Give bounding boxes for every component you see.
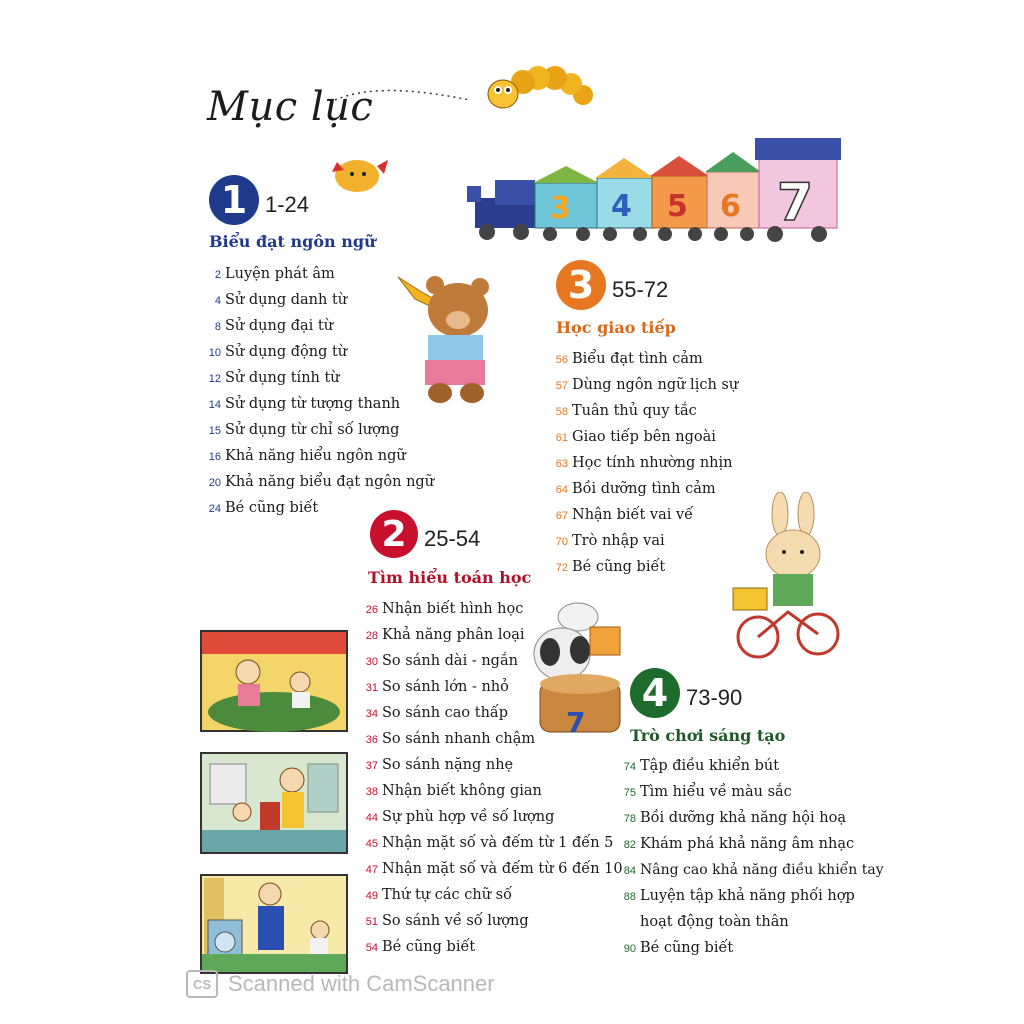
list-item: 84 Nâng cao khả năng điều khiển tay (623, 862, 884, 878)
list-item: 45 Nhận mặt số và đếm từ 1 đến 5 (365, 835, 614, 851)
camscanner-watermark (186, 970, 495, 998)
section-4-title: Trò chơi sáng tạo (630, 726, 786, 745)
list-item: 14 Sử dụng từ tượng thanh (208, 396, 401, 412)
list-item: 61 Giao tiếp bên ngoài (555, 429, 716, 445)
picture-panel-1 (200, 630, 348, 732)
train-number-5: 5 (667, 189, 688, 224)
train-number-6: 6 (720, 189, 741, 224)
section-1-title: Biểu đạt ngôn ngữ (209, 232, 376, 251)
list-item: 31 So sánh lớn - nhỏ (365, 679, 509, 695)
list-item: 34 So sánh cao thấp (365, 705, 509, 721)
list-item: 30 So sánh dài - ngắn (365, 653, 518, 669)
train-illustration (455, 128, 845, 248)
list-item: 26 Nhận biết hình học (365, 601, 524, 617)
picture-panel-3 (200, 874, 348, 974)
list-item: 28 Khả năng phân loại (365, 627, 525, 643)
list-item: 2 Luyện phát âm (214, 266, 335, 282)
section-2-number: 2 (370, 510, 418, 558)
section-2-header (370, 510, 480, 558)
section-2-title: Tìm hiểu toán học (368, 568, 532, 587)
train-number-4: 4 (611, 189, 632, 224)
section-1-header (209, 175, 309, 225)
list-item: 12 Sử dụng tính từ (208, 370, 340, 386)
list-item: 10 Sử dụng động từ (208, 344, 348, 360)
train-number-3: 3 (550, 191, 571, 226)
list-item: 90 Bé cũng biết (623, 940, 734, 956)
page-title: Mục lục (207, 84, 374, 130)
list-item: 24 Bé cũng biết (208, 500, 319, 516)
list-item: 4 Sử dụng danh từ (214, 292, 348, 308)
camscanner-text: Scanned with CamScanner (228, 971, 495, 996)
list-item: 8 Sử dụng đại từ (214, 318, 334, 334)
list-item: 82 Khám phá khả năng âm nhạc (623, 836, 855, 852)
caterpillar-illustration (483, 60, 603, 120)
section-1-range: 1-24 (265, 192, 310, 217)
list-item: 47 Nhận mặt số và đếm từ 6 đến 10 (365, 861, 623, 877)
list-item: hoạt động toàn thân (640, 914, 789, 930)
list-item: 56 Biểu đạt tình cảm (555, 351, 703, 367)
list-item: 64 Bồi dưỡng tình cảm (555, 481, 716, 497)
chick-illustration (322, 152, 392, 197)
section-3-range: 55-72 (612, 277, 669, 302)
section-4-list (620, 758, 884, 966)
list-item: 54 Bé cũng biết (365, 939, 476, 955)
section-3-header (556, 260, 668, 310)
list-item: 78 Bồi dưỡng khả năng hội hoạ (623, 810, 846, 826)
list-item: 58 Tuân thủ quy tắc (555, 403, 697, 419)
section-4-header (630, 668, 742, 718)
list-item: 44 Sự phù hợp về số lượng (365, 809, 555, 825)
list-item: 15 Sử dụng từ chỉ số lượng (208, 422, 400, 438)
list-item: 74 Tập điều khiển bút (623, 758, 780, 774)
list-item: 57 Dùng ngôn ngữ lịch sự (555, 377, 739, 393)
list-item: 70 Trò nhập vai (555, 533, 665, 549)
list-item: 49 Thứ tự các chữ số (365, 887, 512, 903)
list-item: 51 So sánh về số lượng (365, 913, 529, 929)
list-item: 16 Khả năng hiểu ngôn ngữ (208, 448, 406, 464)
section-2-range: 25-54 (424, 526, 481, 551)
list-item: 72 Bé cũng biết (555, 559, 666, 575)
list-item: 20 Khả năng biểu đạt ngôn ngữ (208, 474, 435, 490)
list-item: 75 Tìm hiểu về màu sắc (623, 784, 792, 800)
rabbit-bicycle-illustration (728, 492, 843, 662)
list-item: 36 So sánh nhanh chậm (365, 731, 536, 747)
list-item: 37 So sánh nặng nhẹ (365, 757, 514, 773)
section-4-number: 4 (630, 668, 680, 718)
puppy-stump-illustration (520, 592, 640, 742)
section-3-title: Học giao tiếp (556, 318, 676, 337)
section-1-number: 1 (209, 175, 259, 225)
list-item: 88 Luyện tập khả năng phối hợp (623, 888, 855, 904)
section-4-range: 73-90 (686, 685, 743, 710)
section-1-list (205, 266, 434, 526)
train-number-7: 7 (777, 173, 814, 233)
list-item: 63 Học tính nhường nhịn (555, 455, 733, 471)
dotted-line-decoration (330, 70, 500, 120)
list-item: 67 Nhận biết vai vế (555, 507, 694, 523)
section-3-number: 3 (556, 260, 606, 310)
list-item: 38 Nhận biết không gian (365, 783, 542, 799)
section-3-list (552, 351, 738, 585)
camscanner-logo: CS (186, 970, 218, 998)
picture-panel-2 (200, 752, 348, 854)
stump-number: 7 (566, 706, 586, 739)
